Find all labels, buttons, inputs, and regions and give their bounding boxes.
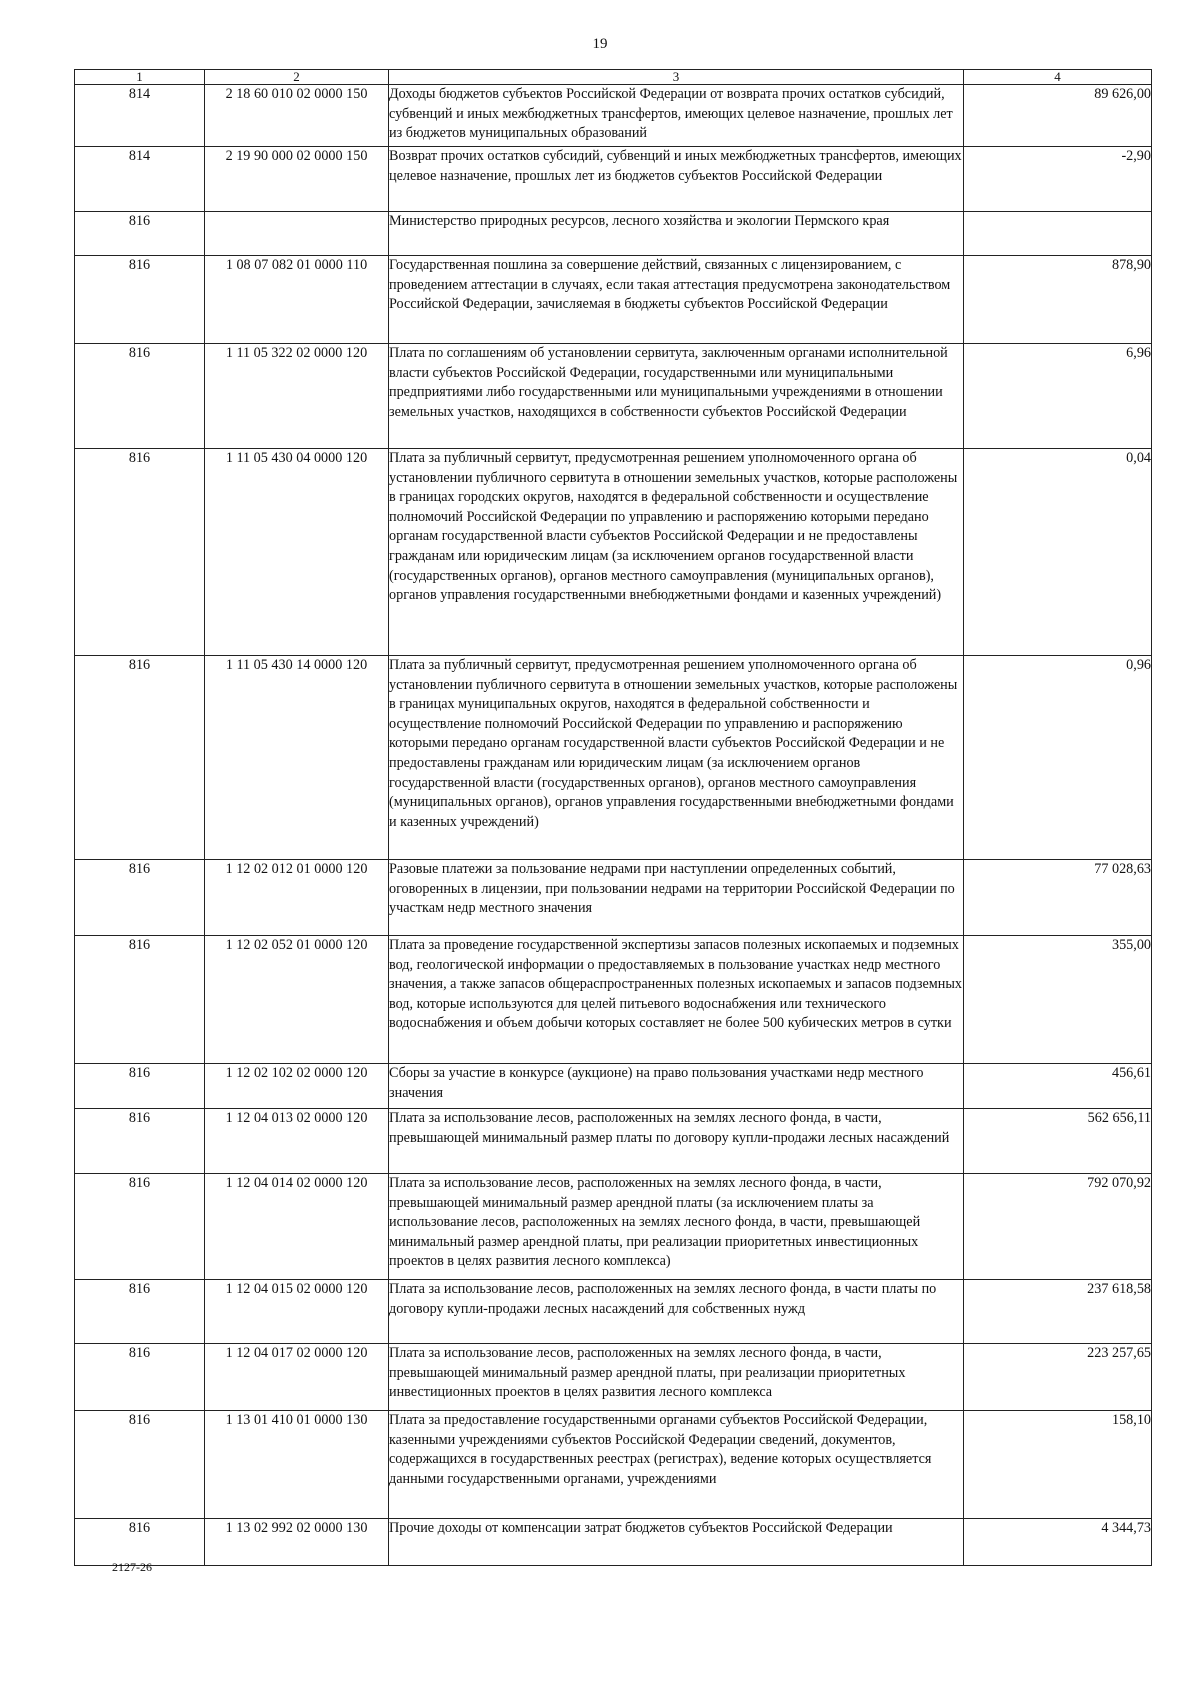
document-code: 2127-26 — [112, 1560, 152, 1574]
table-row — [75, 256, 1152, 344]
table-row — [75, 1064, 1152, 1109]
table-row — [75, 860, 1152, 936]
table-row — [75, 936, 1152, 1064]
table-row — [75, 147, 1152, 212]
budget-code-cell: 1 13 01 410 01 0000 130 — [205, 1411, 389, 1519]
table-row — [75, 85, 1152, 147]
budget-code-cell: 1 12 04 014 02 0000 120 — [205, 1174, 389, 1280]
admin-code-cell: 816 — [75, 1411, 205, 1519]
table-row — [75, 344, 1152, 449]
admin-code-cell: 816 — [75, 936, 205, 1064]
budget-code-cell: 1 12 02 052 01 0000 120 — [205, 936, 389, 1064]
description-cell: Возврат прочих остатков субсидий, субвенций и иных межбюджетных трансфертов, имеющих целевое назначение, прошлых лет из бюджетов субъектов Российской Федерации — [389, 147, 964, 212]
description-cell: Доходы бюджетов субъектов Российской Федерации от возврата прочих остатков субсидий, субвенций и иных межбюджетных трансфертов, имеющих целевое назначение, прошлых лет из бюджетов муниципальных образований — [389, 85, 964, 147]
table-row — [75, 656, 1152, 860]
budget-code-cell: 1 12 04 015 02 0000 120 — [205, 1280, 389, 1344]
admin-code-cell: 816 — [75, 212, 205, 256]
amount-cell — [964, 212, 1152, 256]
amount-cell: 0,96 — [964, 656, 1152, 860]
amount-cell: 158,10 — [964, 1411, 1152, 1519]
budget-code-cell: 1 11 05 322 02 0000 120 — [205, 344, 389, 449]
amount-cell: 0,04 — [964, 449, 1152, 656]
admin-code-cell: 814 — [75, 147, 205, 212]
description-cell: Плата за публичный сервитут, предусмотренная решением уполномоченного органа об установлении публичного сервитута в отношении земельных участков, которые расположены в границах муниципальных округов, находятся в федеральной собственности и осуществление полномочий Российской Федерации по управлению и распоряжению которыми передано органам государственной власти субъектов Российской Федерации и не предоставлены гражданам или юридическим лицам (за исключением органов государственной власти (государственных органов), органов местного самоуправления (муниципальных органов), органов управления государственными внебюджетными фондами и казенных учреждений) — [389, 656, 964, 860]
description-cell: Прочие доходы от компенсации затрат бюджетов субъектов Российской Федерации — [389, 1519, 964, 1566]
budget-code-cell: 1 12 02 102 02 0000 120 — [205, 1064, 389, 1109]
amount-cell: 562 656,11 — [964, 1109, 1152, 1174]
description-cell: Плата за публичный сервитут, предусмотренная решением уполномоченного органа об установлении публичного сервитута в отношении земельных участков, которые расположены в границах городских округов, находятся в федеральной собственности и осуществление полномочий Российской Федерации по управлению и распоряжению которыми передано органам государственной власти субъектов Российской Федерации и не предоставлены гражданам или юридическим лицам (за исключением органов государственной власти (государственных органов), органов местного самоуправления (муниципальных органов), органов управления государственными внебюджетными фондами и казенных учреждений) — [389, 449, 964, 656]
description-cell: Разовые платежи за пользование недрами при наступлении определенных событий, оговоренных в лицензии, при пользовании недрами на территории Российской Федерации по участкам недр местного значения — [389, 860, 964, 936]
budget-code-cell: 1 11 05 430 04 0000 120 — [205, 449, 389, 656]
table-row — [75, 1109, 1152, 1174]
table-row — [75, 1280, 1152, 1344]
amount-cell: 89 626,00 — [964, 85, 1152, 147]
amount-cell: 878,90 — [964, 256, 1152, 344]
budget-code-cell: 1 08 07 082 01 0000 110 — [205, 256, 389, 344]
table-row — [75, 1344, 1152, 1411]
table-row — [75, 1519, 1152, 1566]
description-cell: Государственная пошлина за совершение действий, связанных с лицензированием, с проведением аттестации в случаях, если такая аттестация предусмотрена законодательством Российской Федерации, зачисляемая в бюджеты субъектов Российской Федерации — [389, 256, 964, 344]
revenue-table — [74, 69, 1152, 1566]
budget-code-cell: 2 19 90 000 02 0000 150 — [205, 147, 389, 212]
column-header-4: 4 — [964, 70, 1152, 85]
description-cell: Плата за использование лесов, расположенных на землях лесного фонда, в части, превышающей минимальный размер арендной платы, при реализации приоритетных инвестиционных проектов в целях развития лесного комплекса — [389, 1344, 964, 1411]
table-row — [75, 449, 1152, 656]
table-row — [75, 212, 1152, 256]
table-body — [75, 85, 1152, 1566]
description-cell: Плата за предоставление государственными органами субъектов Российской Федерации, казенными учреждениями субъектов Российской Федерации сведений, документов, содержащихся в государственных реестрах (регистрах), ведение которых осуществляется данными государственными органами, учреждениями — [389, 1411, 964, 1519]
description-cell: Плата за использование лесов, расположенных на землях лесного фонда, в части, превышающей минимальный размер платы по договору купли-продажи лесных насаждений — [389, 1109, 964, 1174]
admin-code-cell: 816 — [75, 449, 205, 656]
admin-code-cell: 816 — [75, 1064, 205, 1109]
table-row — [75, 1411, 1152, 1519]
budget-code-cell — [205, 212, 389, 256]
budget-code-cell: 1 11 05 430 14 0000 120 — [205, 656, 389, 860]
header-row — [75, 70, 1152, 85]
amount-cell: 6,96 — [964, 344, 1152, 449]
amount-cell: 456,61 — [964, 1064, 1152, 1109]
table-header — [75, 70, 1152, 85]
admin-code-cell: 816 — [75, 1344, 205, 1411]
page-number: 19 — [592, 36, 608, 52]
description-cell: Плата за использование лесов, расположенных на землях лесного фонда, в части платы по договору купли-продажи лесных насаждений для собственных нужд — [389, 1280, 964, 1344]
admin-code-cell: 816 — [75, 256, 205, 344]
description-cell: Плата за использование лесов, расположенных на землях лесного фонда, в части, превышающей минимальный размер арендной платы (за исключением платы за использование лесов, расположенных на землях лесного фонда, в части, превышающей минимальный размер арендной платы, при реализации приоритетных инвестиционных проектов в целях развития лесного комплекса) — [389, 1174, 964, 1280]
budget-code-cell: 1 12 04 017 02 0000 120 — [205, 1344, 389, 1411]
column-header-1: 1 — [75, 70, 205, 85]
budget-code-cell: 1 12 04 013 02 0000 120 — [205, 1109, 389, 1174]
admin-code-cell: 816 — [75, 1109, 205, 1174]
amount-cell: 355,00 — [964, 936, 1152, 1064]
admin-code-cell: 816 — [75, 1519, 205, 1566]
description-cell: Министерство природных ресурсов, лесного хозяйства и экологии Пермского края — [389, 212, 964, 256]
budget-code-cell: 2 18 60 010 02 0000 150 — [205, 85, 389, 147]
admin-code-cell: 816 — [75, 656, 205, 860]
admin-code-cell: 816 — [75, 344, 205, 449]
amount-cell: -2,90 — [964, 147, 1152, 212]
budget-code-cell: 1 12 02 012 01 0000 120 — [205, 860, 389, 936]
amount-cell: 792 070,92 — [964, 1174, 1152, 1280]
column-header-3: 3 — [389, 70, 964, 85]
admin-code-cell: 814 — [75, 85, 205, 147]
column-header-2: 2 — [205, 70, 389, 85]
amount-cell: 77 028,63 — [964, 860, 1152, 936]
amount-cell: 4 344,73 — [964, 1519, 1152, 1566]
amount-cell: 223 257,65 — [964, 1344, 1152, 1411]
admin-code-cell: 816 — [75, 860, 205, 936]
description-cell: Плата по соглашениям об установлении сервитута, заключенным органами исполнительной власти субъектов Российской Федерации, государственными или муниципальными предприятиями либо государственными или муниципальными учреждениями в отношении земельных участков, находящихся в собственности субъектов Российской Федерации — [389, 344, 964, 449]
admin-code-cell: 816 — [75, 1280, 205, 1344]
amount-cell: 237 618,58 — [964, 1280, 1152, 1344]
description-cell: Сборы за участие в конкурсе (аукционе) на право пользования участками недр местного значения — [389, 1064, 964, 1109]
budget-code-cell: 1 13 02 992 02 0000 130 — [205, 1519, 389, 1566]
table-row — [75, 1174, 1152, 1280]
admin-code-cell: 816 — [75, 1174, 205, 1280]
description-cell: Плата за проведение государственной экспертизы запасов полезных ископаемых и подземных вод, геологической информации о предоставляемых в пользование участках недр местного значения, а также запасов общераспространенных полезных ископаемых и запасов подземных вод, которые используются для целей питьевого водоснабжения или технического водоснабжения и объем добычи которых составляет не более 500 кубических метров в сутки — [389, 936, 964, 1064]
